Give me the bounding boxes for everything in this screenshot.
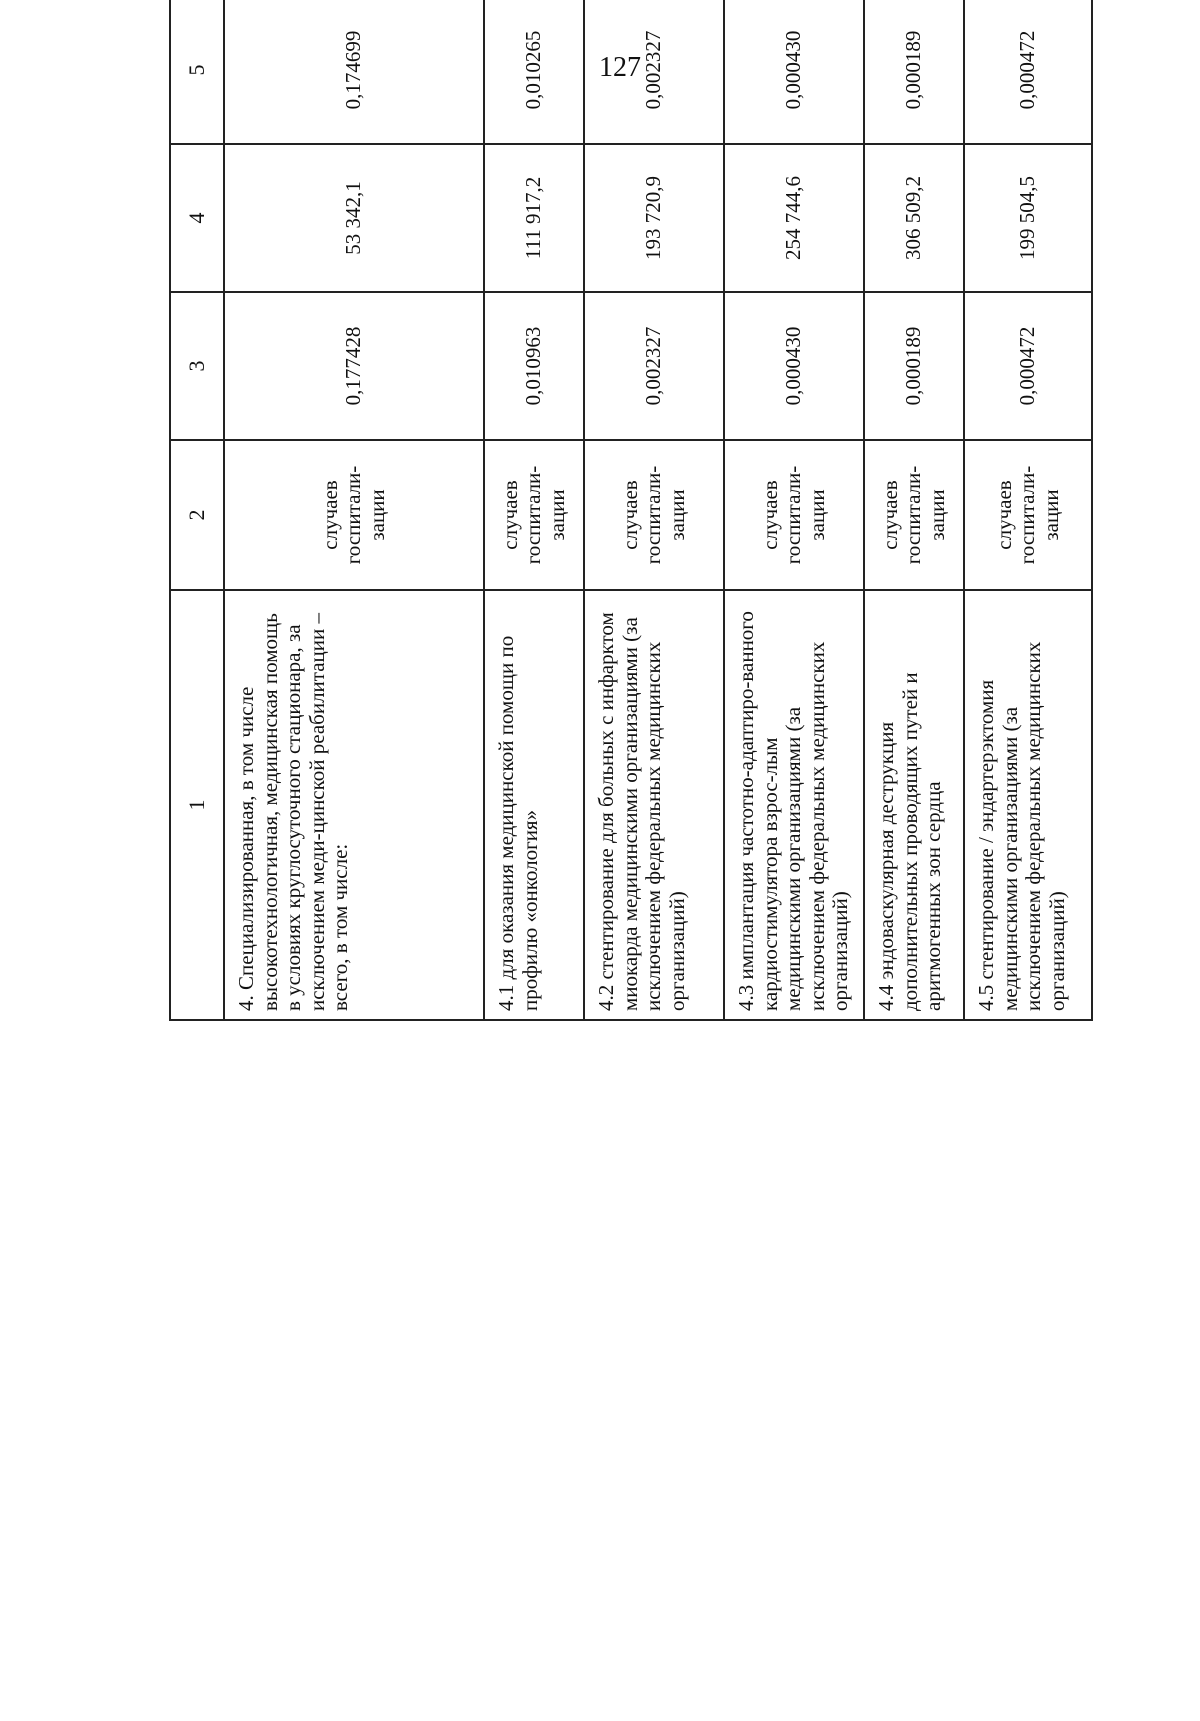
column-number-row <box>170 0 224 1020</box>
table-row <box>864 0 964 1020</box>
unit-cell: случаев госпитали-зации <box>484 440 584 590</box>
value-cell: 193 720,9 <box>584 144 724 292</box>
row-label: 4. Специализированная, в том числе высокотехнологичная, медицинская помощь в условиях круглосуточного стационара, за исключением меди-цинской реабилитации – всего, в том числе: <box>224 590 484 1020</box>
table-row <box>584 0 724 1020</box>
column-number: 3 <box>170 292 224 440</box>
value-cell: 0,000189 <box>864 0 964 144</box>
table-row <box>224 0 484 1020</box>
row-label: 4.2 стентирование для больных с инфарктом миокарда медицинскими организациями (за исключением федеральных медицинских организаций) <box>584 590 724 1020</box>
unit-cell: случаев госпитали-зации <box>864 440 964 590</box>
value-cell: 0,002327 <box>584 0 724 144</box>
page-number: 127 <box>599 52 641 83</box>
row-label: 4.3 имплантация частотно-адаптиро-ванного кардиостимулятора взрос-лым медицинскими организациями (за исключением федеральных медицинских организаций) <box>724 590 864 1020</box>
column-number: 2 <box>170 440 224 590</box>
value-cell: 0,010265 <box>484 0 584 144</box>
value-cell: 199 504,5 <box>964 144 1092 292</box>
value-cell: 111 917,2 <box>484 144 584 292</box>
table-row <box>724 0 864 1020</box>
unit-cell: случаев госпитали-зации <box>724 440 864 590</box>
value-cell: 0,177428 <box>224 292 484 440</box>
value-cell: 0,002327 <box>584 292 724 440</box>
data-table <box>169 0 1093 1021</box>
column-number: 4 <box>170 144 224 292</box>
value-cell: 0,000472 <box>964 0 1092 144</box>
row-label: 4.5 стентирование / эндартерэктомия медицинскими организациями (за исключением федеральных медицинских организаций) <box>964 590 1092 1020</box>
column-number: 1 <box>170 590 224 1020</box>
value-cell: 0,010963 <box>484 292 584 440</box>
value-cell: 0,174699 <box>224 0 484 144</box>
row-label: 4.4 эндоваскулярная деструкция дополнительных проводящих путей и аритмогенных зон сердца <box>864 590 964 1020</box>
column-number: 5 <box>170 0 224 144</box>
value-cell: 306 509,2 <box>864 144 964 292</box>
unit-cell: случаев госпитали-зации <box>584 440 724 590</box>
value-cell: 0,000472 <box>964 292 1092 440</box>
value-cell: 0,000189 <box>864 292 964 440</box>
value-cell: 0,000430 <box>724 0 864 144</box>
value-cell: 53 342,1 <box>224 144 484 292</box>
table-row <box>964 0 1092 1020</box>
unit-cell: случаев госпитали-зации <box>964 440 1092 590</box>
table-wrapper <box>169 0 1081 1021</box>
unit-cell: случаев госпитали-зации <box>224 440 484 590</box>
value-cell: 254 744,6 <box>724 144 864 292</box>
table-row <box>484 0 584 1020</box>
value-cell: 0,000430 <box>724 292 864 440</box>
row-label: 4.1 для оказания медицинской помощи по профилю «онкология» <box>484 590 584 1020</box>
